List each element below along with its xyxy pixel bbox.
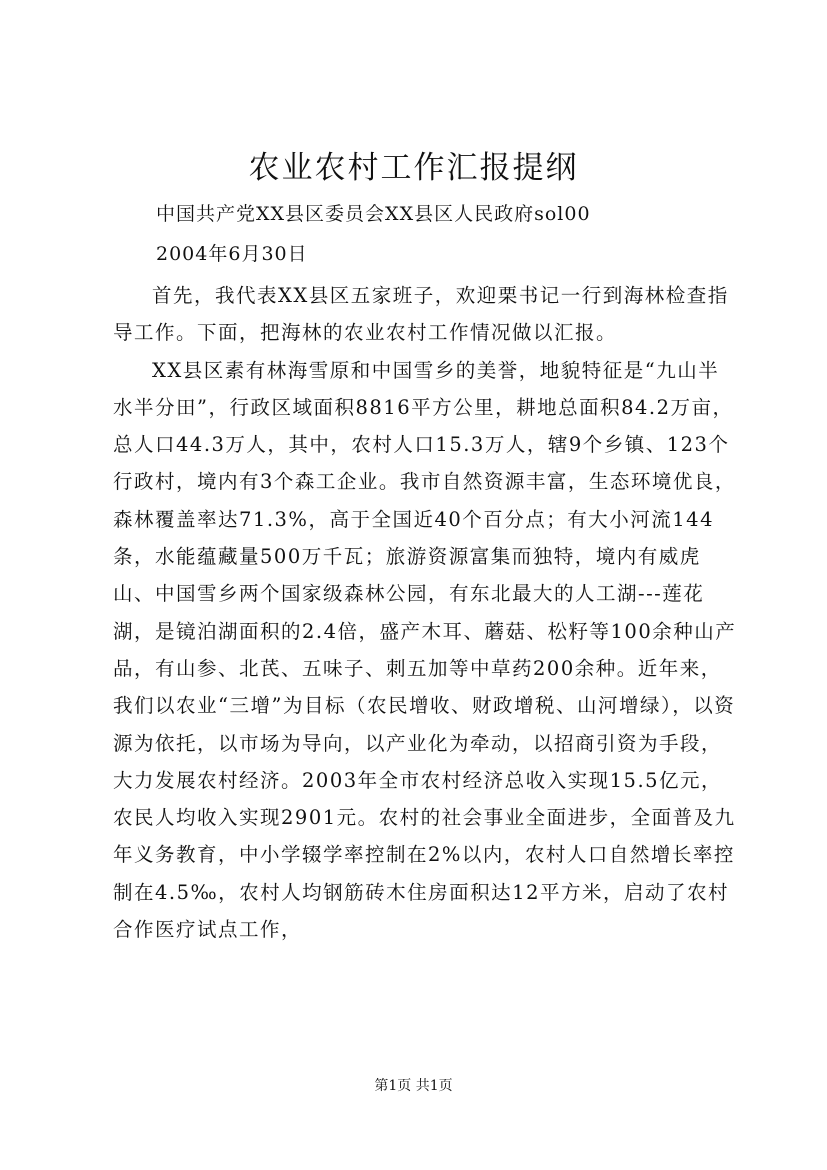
document-date: 2004年6月30日 bbox=[156, 243, 308, 265]
page-footer: 第1页 共1页 bbox=[374, 1078, 453, 1094]
author-line: 中国共产党XX县区委员会XX县区人民政府sol00 bbox=[156, 203, 591, 225]
document-body bbox=[113, 277, 739, 948]
document-title: 农业农村工作汇报提纲 bbox=[248, 150, 579, 186]
body-paragraph: XX县区素有林海雪原和中国雪乡的美誉，地貌特征是“九山半水半分田”，行政区域面积8816平方公里，耕地总面积84.2万亩，总人口44.3万人，其中，农村人口15.3万人，辖9个乡镇、123个行政村，境内有3个森工企业。我市自然资源丰富，生态环境优良，森林覆盖率达71.3%，高于全国近40个百分点；有大小河流144条，水能蕴藏量500万千瓦；旅游资源富集而独特，境内有威虎山、中国雪乡两个国家级森林公园，有东北最大的人工湖---莲花湖，是镜泊湖面积的2.4倍，盛产木耳、蘑菇、松籽等100余种山产品，有山参、北芪、五味子、刺五加等中草药200余种。近年来，我们以农业“三增”为目标（农民增收、财政增税、山河增绿），以资源为依托，以市场为导向，以产业化为牵动，以招商引资为手段，大力发展农村经济。2003年全市农村经济总收入实现15.5亿元，农民人均收入实现2901元。农村的社会事业全面进步，全面普及九年义务教育，中小学辍学率控制在2%以内，农村人口自然增长率控制在4.5‰，农村人均钢筋砖木住房面积达12平方米，启动了农村合作医疗试点工作， bbox=[113, 358, 737, 942]
body-paragraph: 首先，我代表XX县区五家班子，欢迎栗书记一行到海林检查指导工作。下面，把海林的农业农村工作情况做以汇报。 bbox=[113, 284, 729, 345]
